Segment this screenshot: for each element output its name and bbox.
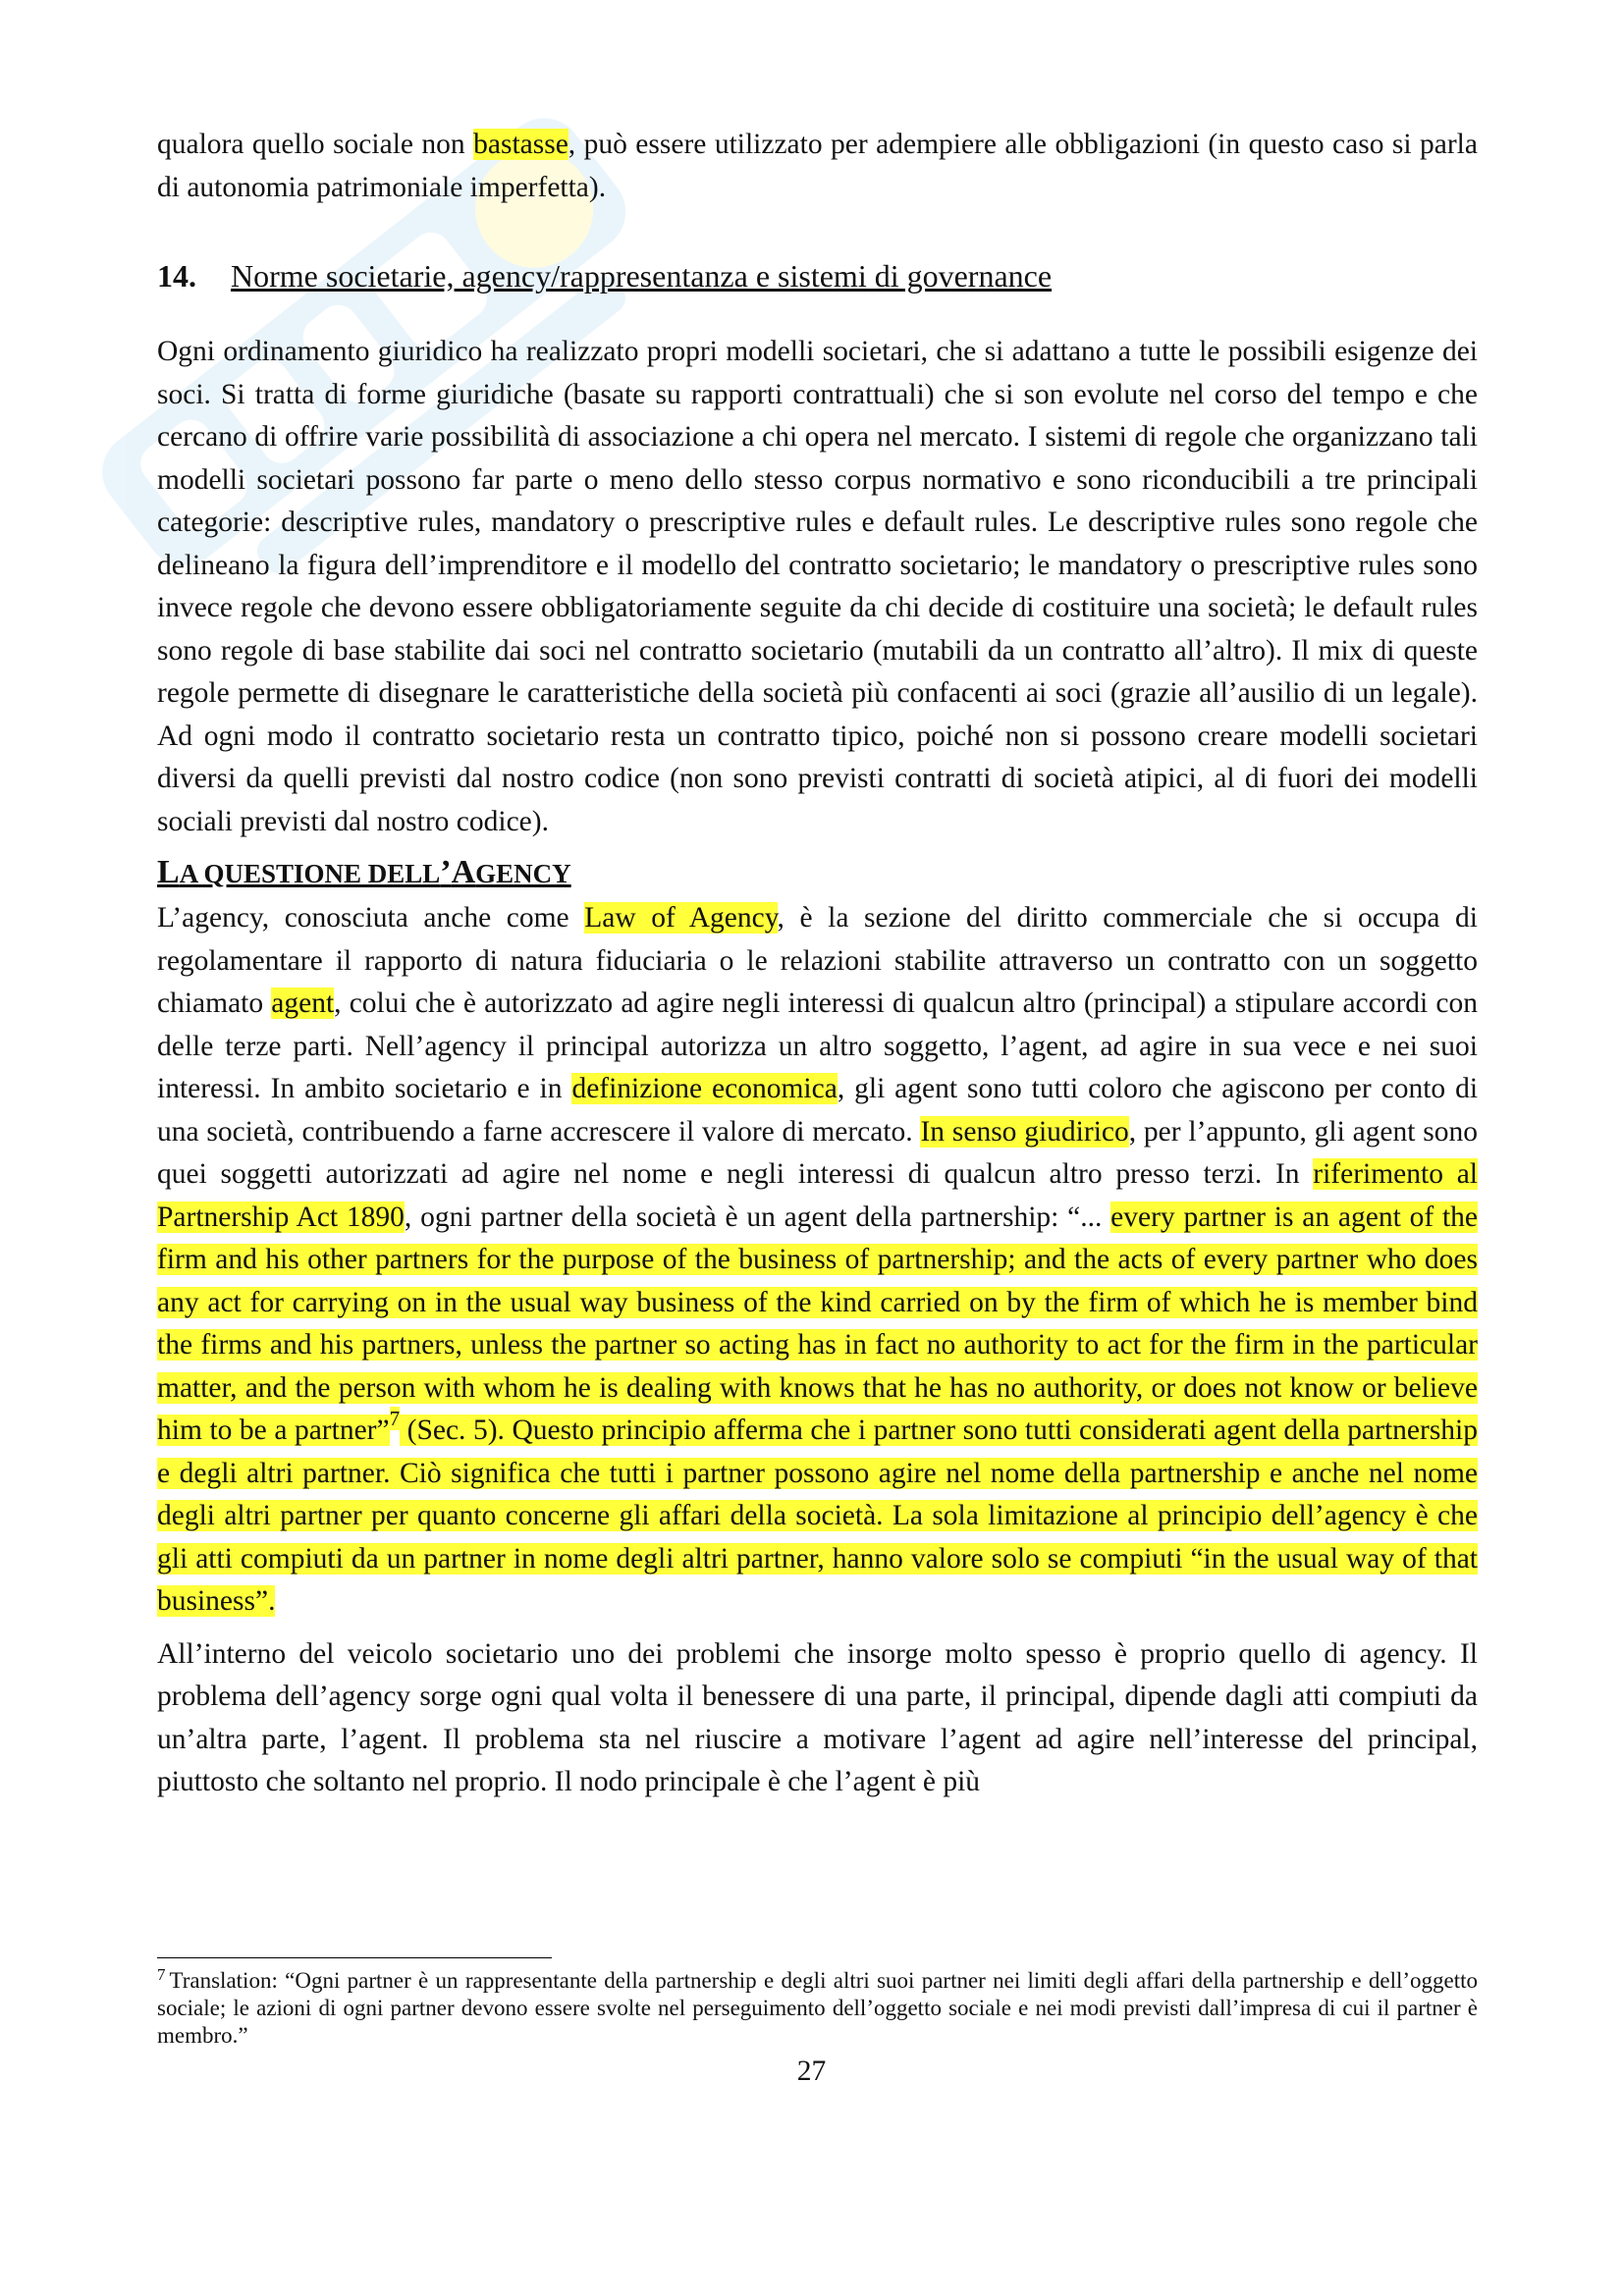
section-title: Norme societarie, agency/rappresentanza e sistemi di governance xyxy=(231,258,1053,294)
footnote xyxy=(157,1967,1478,2050)
highlight-riferimento: riferimento al xyxy=(1313,1158,1478,1190)
highlight-senso-giuridico: In senso giudirico xyxy=(920,1115,1129,1148)
intro-paragraph: qualora quello sociale non bastasse, può essere utilizzato per adempiere alle obbligazioni (in questo caso si parla di autonomia patrimoniale imperfetta). xyxy=(157,129,1478,203)
page-number: 27 xyxy=(796,2056,827,2087)
highlight-principle: (Sec. 5). Questo principio afferma che i partner sono tutti considerati agent della partnership e degli altri partner. Ciò significa che tutti i partner possono agire nel nome della partnership e anche nel nome degli altri partner per quanto concerne gli affari della società. La sola limitazione al principio dell’agency è che gli atti compiuti da un partner in nome degli altri partner, hanno valore solo se compiuti “in the usual way of that business”. xyxy=(157,1415,1478,1617)
highlight-law-of-agency: Law of Agency xyxy=(584,902,778,934)
document-body xyxy=(157,124,1478,1804)
footnote-number: 7 xyxy=(157,1965,166,1984)
highlight-agent: agent xyxy=(271,988,335,1019)
highlight-quote: every partner is an agent of the firm and his other partners for the purpose of the business of partnership; and the acts of every partner who does any act for carrying on in the usual way business of the kind carried on by the firm of which he is member bind the firms and his partners, unless the partner so acting has in fact no authority to act for the firm in the particular matter, and the person with whom he is dealing with knows that he has no authority, or does not know or believe him to be a partner” xyxy=(157,1201,1478,1446)
section-paragraph: Ogni ordinamento giuridico ha realizzato propri modelli societari, che si adattano a tutte le possibili esigenze dei soci. Si tratta di forme giuridiche (basate su rapporti contrattuali) che si son evolute nel corso del tempo e che cercano di offrire varie possibilità di associazione a chi opera nel mercato. I sistemi di regole che organizzano tali modelli societari possono far parte o meno dello stesso corpus normativo e sono riconducibili a tre principali categorie: descriptive rules, mandatory o prescriptive rules e default rules. Le descriptive rules sono regole che delineano la figura dell’imprenditore e il modello del contratto societario; le mandatory o prescriptive rules sono invece regole che devono essere obbligatoriamente seguite da chi decide di costituire una società; le default rules sono regole di base stabilite dai soci nel contratto societario (mutabili da un contratto all’altro). Il mix di queste regole permette di disegnare le caratteristiche della società più confacenti ai soci (grazie all’ausilio di un legale). Ad ogni modo il contratto societario resta un contratto tipico, poiché non si possono creare modelli societari diversi da quelli previsti dal nostro codice (non sono previsti contratti di società atipici, al di fuori dei modelli sociali previsti dal nostro codice). xyxy=(157,336,1478,837)
footnote-separator xyxy=(157,1957,552,1958)
problem-paragraph: All’interno del veicolo societario uno dei problemi che insorge molto spesso è proprio quello di agency. Il problema dell’agency sorge ogni qual volta il benessere di una parte, il principal, dipende dagli atti compiuti da un’altra parte, l’agent. Il problema sta nel riuscire a motivare l’agent ad agire nell’interesse del principal, piuttosto che soltanto nel proprio. Il nodo principale è che l’agent è più xyxy=(157,1637,1478,1797)
footnote-text: Translation: “Ogni partner è un rappresentante della partnership e degli altri suoi partner nei limiti degli affari della partnership e dell’oggetto sociale; le azioni di ogni partner devono essere svolte nel perseguimento dell’oggetto sociale e nei modi previsti dall’impresa di cui il partner è membro.” xyxy=(157,1968,1478,2048)
section-number: 14. xyxy=(157,258,196,294)
section-heading xyxy=(157,254,1478,297)
footnote-reference: 7 xyxy=(389,1407,401,1430)
agency-paragraph: L’agency, conosciuta anche come Law of Agency, è la sezione del diritto commerciale che si occupa di regolamentare il rapporto di natura fiduciaria o le relazioni stabilite attraverso un contratto con un soggetto chiamato agent, colui che è autorizzato ad agire negli interessi di qualcun altro (principal) a stipulare accordi con delle terze parti. Nell’agency il principal autorizza un altro soggetto, l’agent, ad agire in sua vece e nei suoi interessi. In ambito societario e in definizione economica, gli agent sono tutti coloro che agiscono per conto di una società, contribuendo a farne accrescere il valore di mercato. In senso giudirico, per l’appunto, gli agent sono quei soggetti autorizzati ad agire nel nome e negli interessi di qualcun altro presso terzi. In riferimento al Partnership Act 1890, ogni partner della società è un agent della partnership: “... every partner is an agent of the firm and his other partners for the purpose of the business of partnership; and the acts of every partner who does any act for carrying on in the usual way business of the kind carried on by the firm of which he is member bind the firms and his partners, unless the partner so acting has in fact no authority to act for the firm in the particular matter, and the person with whom he is dealing with knows that he has no authority, or does not know or believe him to be a partner”$^7$ (Sec. 5). Questo principio afferma che i partner sono tutti considerati agent della partnership e degli altri partner. Ciò significa che tutti i partner possono agire nel nome della partnership e anche nel nome degli altri partner per quanto concerne gli affari della società. La sola limitazione al principio dell’agency è che gli atti compiuti da un partner in nome degli altri partner, hanno valore solo se compiuti “in the usual way of that business”. xyxy=(157,902,1479,1617)
highlight-partnership-act: Partnership Act 1890 xyxy=(157,1201,405,1233)
subsection-heading: LA QUESTIONE DELL’AGENCY xyxy=(157,854,571,890)
highlight-definizione: definizione economica xyxy=(571,1073,838,1104)
